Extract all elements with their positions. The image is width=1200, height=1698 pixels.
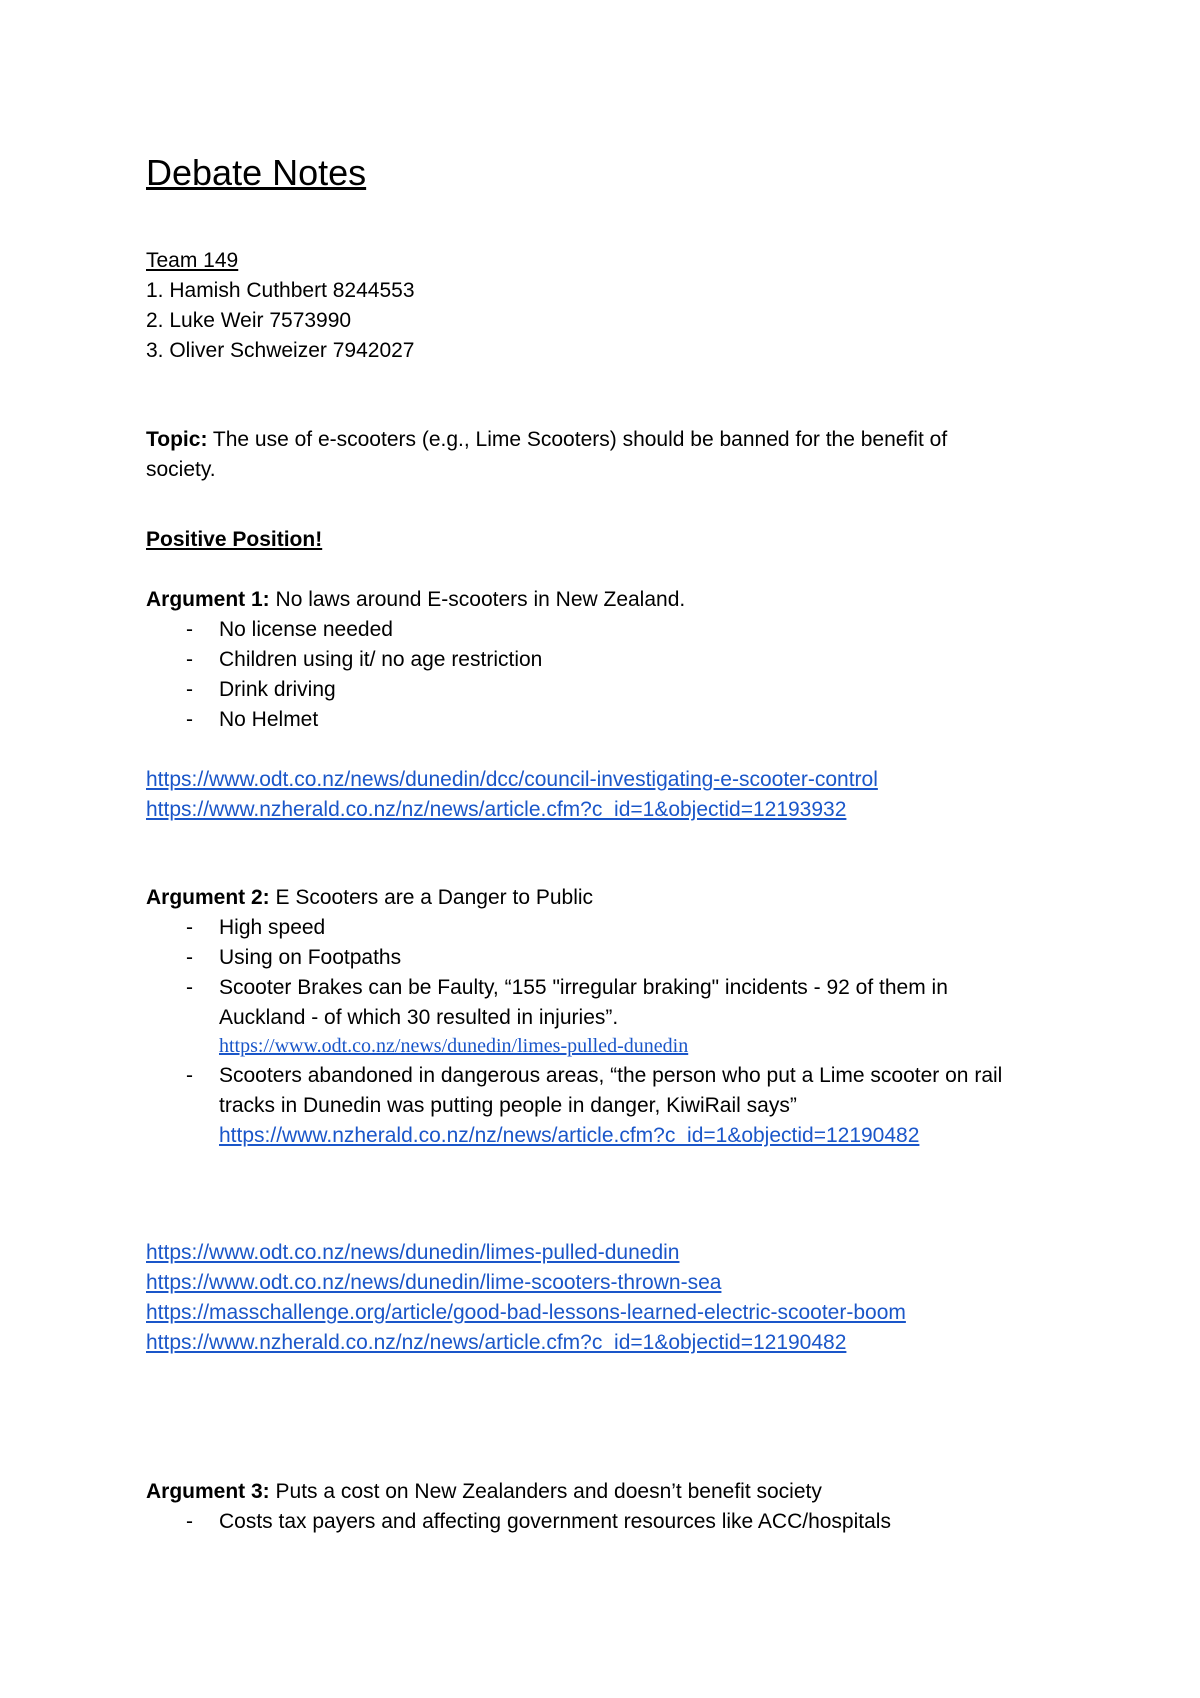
argument-2-inline-link[interactable]: https://www.nzherald.co.nz/nz/news/article.cfm?c_id=1&objectid=12190482 <box>219 1124 920 1147</box>
argument-1-heading <box>146 585 685 615</box>
argument-2-link[interactable]: https://masschallenge.org/article/good-bad-lessons-learned-electric-scooter-boom <box>146 1301 906 1324</box>
team-member-2: 2. Luke Weir 7573990 <box>146 309 352 332</box>
argument-2-bullet-cont: Auckland - of which 30 resulted in injuries”. <box>219 1006 619 1029</box>
argument-2-bullet: Using on Footpaths <box>219 946 402 969</box>
argument-1-link[interactable]: https://www.nzherald.co.nz/nz/news/article.cfm?c_id=1&objectid=12193932 <box>146 798 847 821</box>
argument-2-link[interactable]: https://www.odt.co.nz/news/dunedin/lime-scooters-thrown-sea <box>146 1271 722 1294</box>
topic-text: The use of e-scooters (e.g., Lime Scooters) should be banned for the benefit of <box>207 428 948 451</box>
team-member-3: 3. Oliver Schweizer 7942027 <box>146 339 415 362</box>
bullet-dash: - <box>186 916 193 939</box>
team-member-1: 1. Hamish Cuthbert 8244553 <box>146 279 415 302</box>
bullet-dash: - <box>186 1510 193 1533</box>
bullet-dash: - <box>186 976 193 999</box>
bullet-dash: - <box>186 708 193 731</box>
argument-2-bullet: Scooter Brakes can be Faulty, “155 "irregular braking" incidents - 92 of them in <box>219 976 948 999</box>
bullet-dash: - <box>186 648 193 671</box>
topic-line-1 <box>146 425 947 455</box>
topic-label: Topic: <box>146 428 208 451</box>
argument-2-bullet: Scooters abandoned in dangerous areas, “the person who put a Lime scooter on rail <box>219 1064 1003 1087</box>
page-title: Debate Notes <box>146 152 367 193</box>
argument-2-link[interactable]: https://www.odt.co.nz/news/dunedin/limes-pulled-dunedin <box>146 1241 680 1264</box>
argument-1-link[interactable]: https://www.odt.co.nz/news/dunedin/dcc/council-investigating-e-scooter-control <box>146 768 878 791</box>
argument-2-inline-link[interactable]: https://www.odt.co.nz/news/dunedin/limes-pulled-dunedin <box>219 1035 689 1057</box>
position-heading: Positive Position! <box>146 528 323 551</box>
argument-2-bullet: High speed <box>219 916 326 939</box>
argument-1-bullet: Children using it/ no age restriction <box>219 648 543 671</box>
bullet-dash: - <box>186 678 193 701</box>
argument-3-heading <box>146 1477 822 1507</box>
argument-1-bullet: No license needed <box>219 618 393 641</box>
argument-1-bullet: No Helmet <box>219 708 319 731</box>
argument-2-text: E Scooters are a Danger to Public <box>269 886 594 909</box>
bullet-dash: - <box>186 618 193 641</box>
argument-3-bullet: Costs tax payers and affecting government resources like ACC/hospitals <box>219 1510 891 1533</box>
bullet-dash: - <box>186 1064 193 1087</box>
argument-1-text: No laws around E-scooters in New Zealand. <box>269 588 686 611</box>
argument-2-label: Argument 2: <box>146 886 270 909</box>
argument-2-bullet-cont: tracks in Dunedin was putting people in danger, KiwiRail says” <box>219 1094 797 1117</box>
argument-3-label: Argument 3: <box>146 1480 270 1503</box>
argument-1-bullet: Drink driving <box>219 678 336 701</box>
team-heading: Team 149 <box>146 249 239 272</box>
argument-3-text: Puts a cost on New Zealanders and doesn’t benefit society <box>269 1480 822 1503</box>
argument-2-link[interactable]: https://www.nzherald.co.nz/nz/news/article.cfm?c_id=1&objectid=12190482 <box>146 1331 847 1354</box>
topic-line-2: society. <box>146 458 216 481</box>
bullet-dash: - <box>186 946 193 969</box>
argument-1-label: Argument 1: <box>146 588 270 611</box>
argument-2-heading <box>146 883 593 913</box>
